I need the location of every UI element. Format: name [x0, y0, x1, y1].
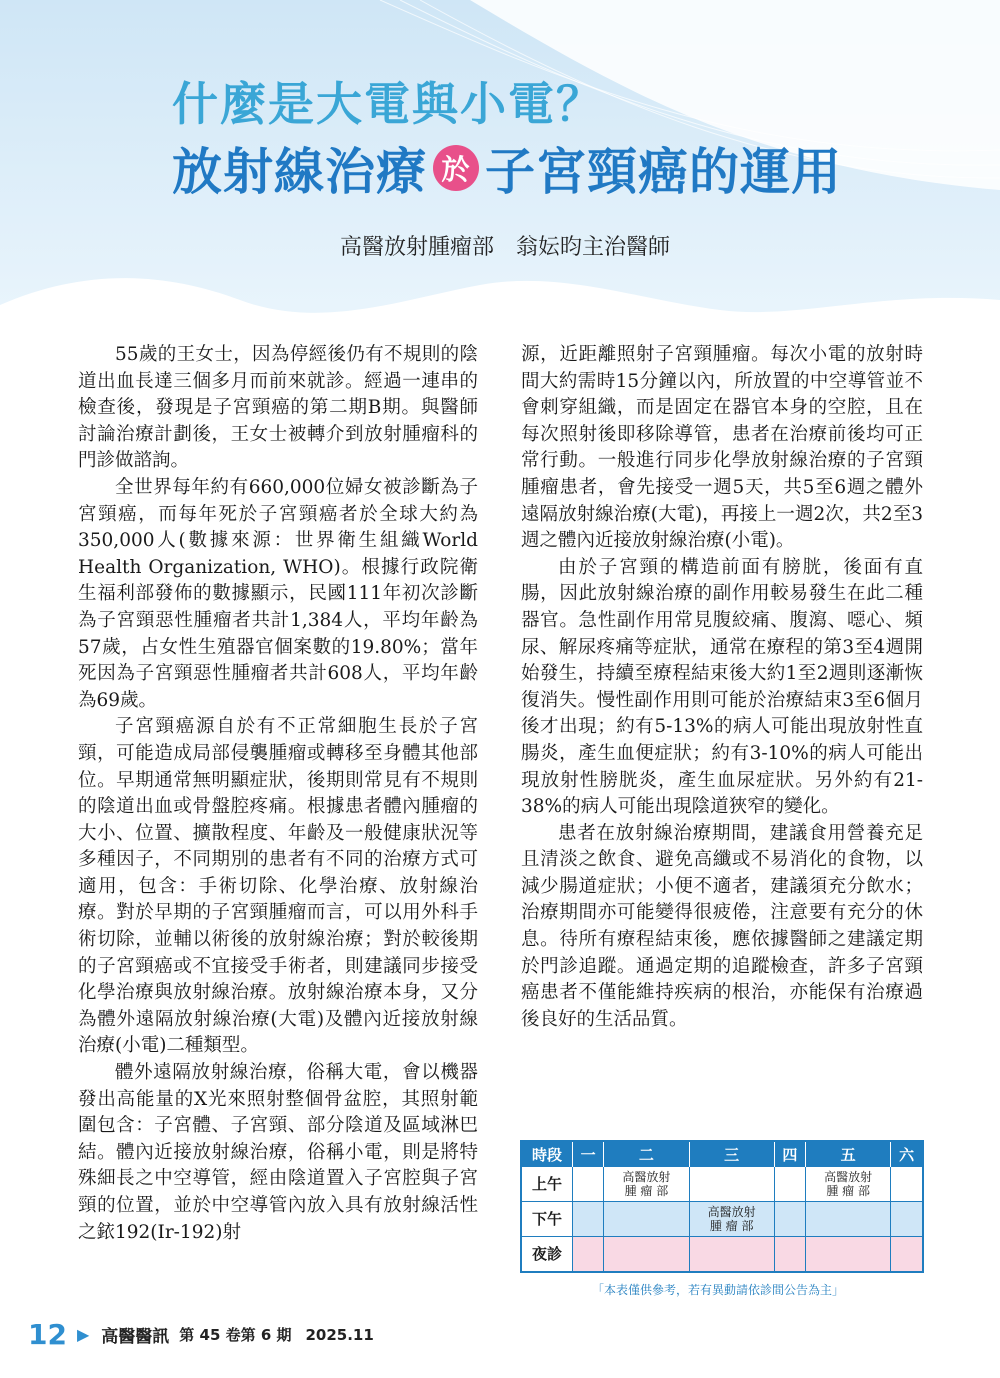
paragraph: 子宮頸癌源自於有不正常細胞生長於子宮頸，可能造成局部侵襲腫瘤或轉移至身體其他部位。早期通常無明顯症狀，後期則常見有不規則的陰道出血或骨盤腔疼痛。根據患者體內腫瘤的大小、位置、擴散程度、年齡及一般健康狀況等多種因子，不同期別的患者有不同的治療方式可適用，包含：手術切除、化學治療、放射線治療。對於早期的子宮頸腫瘤而言，可以用外科手術切除，並輔以術後的放射線治療；對於較後期的子宮頸癌或不宜接受手術者，則建議同步接受化學治療與放射線治療。放射線治療本身，又分為體外遠隔放射線治療(大電)及體內近接放射線治療(小電)二種類型。 — [78, 716, 478, 1057]
paragraph-continued: 源，近距離照射子宮頸腫瘤。每次小電的放射時間大約需時15分鐘以內，所放置的中空導管並不會刺穿組織，而是固定在器官本身的空腔，且在每次照射後即移除導管，患者在治療前後均可正常行動。一般進行同步化學放射線治療的子宮頸腫瘤患者，會先接受一週5天，共5至6週之體外遠隔放射線治療(大電)，再接上一週2次，共2至3週之體內近接放射線治療(小電)。 — [521, 344, 923, 552]
schedule-cell — [774, 1237, 805, 1273]
schedule-row-label: 上午 — [521, 1167, 573, 1202]
paragraph: 全世界每年約有660,000位婦女被診斷為子宮頸癌，而每年死於子宮頸癌者於全球大約為350,000人(數據來源：世界衛生組織World Health Organization, WHO)。根據行政院衛生福利部發佈的數據顯示，民國111年初次診斷為子宮頸惡性腫瘤者共計1,384人，平均年齡為57歲，占女性生殖器官個案數的19.80%；當年死因為子宮頸惡性腫瘤者共計608人，平均年齡為69歲。 — [78, 476, 478, 711]
schedule-cell — [891, 1202, 923, 1237]
title-part-b: 子宮頸癌的運用 — [485, 143, 842, 201]
schedule-cell — [604, 1202, 689, 1237]
paragraph: 體外遠隔放射線治療，俗稱大電，會以機器發出高能量的X光來照射整個骨盆腔，其照射範圍包含：子宮體、子宮頸、部分陰道及區域淋巴結。體內近接放射線治療，俗稱小電，則是將特殊細長之中空導管，經由陰道置入子宮腔與子宮頸的位置，並於中空導管內放入具有放射線活性之銥192(Ir-192)射 — [78, 1062, 478, 1243]
title-badge: 於 — [433, 145, 479, 191]
schedule-header-cell: 一 — [573, 1141, 604, 1167]
schedule-header-cell: 二 — [604, 1141, 689, 1167]
schedule-header-row — [521, 1141, 923, 1167]
schedule-cell — [689, 1237, 774, 1273]
article-column-left — [78, 342, 478, 1246]
schedule-cell: 高醫放射 腫 瘤 部 — [604, 1167, 689, 1202]
schedule-note: 「本表僅供參考，若有異動請依診間公告為主」 — [592, 1283, 845, 1297]
schedule-cell — [689, 1167, 774, 1202]
schedule-cell — [806, 1237, 891, 1273]
schedule-row-afternoon — [521, 1202, 923, 1237]
schedule-header-cell: 五 — [806, 1141, 891, 1167]
schedule-header-cell: 四 — [774, 1141, 805, 1167]
schedule-row-label: 下午 — [521, 1202, 573, 1237]
issue-date: 2025.11 — [305, 1325, 374, 1344]
journal-name: 高醫醫訊 — [101, 1327, 170, 1347]
schedule-cell — [774, 1167, 805, 1202]
schedule-cell — [573, 1167, 604, 1202]
paragraph: 由於子宮頸的構造前面有膀胱，後面有直腸，因此放射線治療的副作用較易發生在此二種器官。急性副作用常見腹絞痛、腹瀉、噁心、頻尿、解尿疼痛等症狀，通常在療程的第3至4週開始發生，持續至療程結束後大約1至2週則逐漸恢復消失。慢性副作用則可能於治療結束3至6個月後才出現；約有5-13%的病人可能出現放射性直腸炎，產生血便症狀；約有3-10%的病人可能出現放射性膀胱炎，產生血尿症狀。另外約有21-38%的病人可能出現陰道狹窄的變化。 — [521, 556, 923, 818]
schedule-header-cell: 時段 — [521, 1141, 573, 1167]
schedule-cell — [573, 1237, 604, 1273]
schedule-cell — [891, 1237, 923, 1273]
issue-number: 第 45 卷第 6 期 — [179, 1326, 292, 1344]
schedule-row-night — [521, 1237, 923, 1273]
schedule-cell — [891, 1167, 923, 1202]
clinic-schedule-table — [520, 1140, 924, 1273]
article-title-line1: 什麼是大電與小電？ — [172, 77, 604, 131]
schedule-cell — [774, 1202, 805, 1237]
page-footer — [28, 1318, 374, 1351]
schedule-header-cell: 六 — [891, 1141, 923, 1167]
title-part-a: 放射線治療 — [172, 143, 427, 201]
play-arrow-icon: ▶ — [76, 1325, 90, 1344]
page-number: 12 — [28, 1318, 67, 1351]
schedule-cell — [573, 1202, 604, 1237]
schedule-cell: 高醫放射 腫 瘤 部 — [806, 1167, 891, 1202]
schedule-cell — [604, 1237, 689, 1273]
schedule-row-morning — [521, 1167, 923, 1202]
article-column-right — [521, 342, 923, 1033]
article-title-line2 — [172, 132, 842, 204]
schedule-cell — [806, 1202, 891, 1237]
paragraph: 55歲的王女士，因為停經後仍有不規則的陰道出血長達三個多月而前來就診。經過一連串的檢查後，發現是子宮頸癌的第二期B期。與醫師討論治療計劃後，王女士被轉介到放射腫瘤科的門診做諮詢。 — [78, 344, 478, 472]
author-line: 高醫放射腫瘤部 翁妘昀主治醫師 — [340, 235, 671, 260]
schedule-row-label: 夜診 — [521, 1237, 573, 1273]
schedule-header-cell: 三 — [689, 1141, 774, 1167]
paragraph: 患者在放射線治療期間，建議食用營養充足且清淡之飲食、避免高纖或不易消化的食物，以減少腸道症狀；小便不適者，建議須充分飲水；治療期間亦可能變得很疲倦，注意要有充分的休息。待所有療程結束後，應依據醫師之建議定期於門診追蹤。通過定期的追蹤檢查，許多子宮頸癌患者不僅能維持疾病的根治，亦能保有治療過後良好的生活品質。 — [521, 822, 923, 1030]
schedule-cell: 高醫放射 腫 瘤 部 — [689, 1202, 774, 1237]
